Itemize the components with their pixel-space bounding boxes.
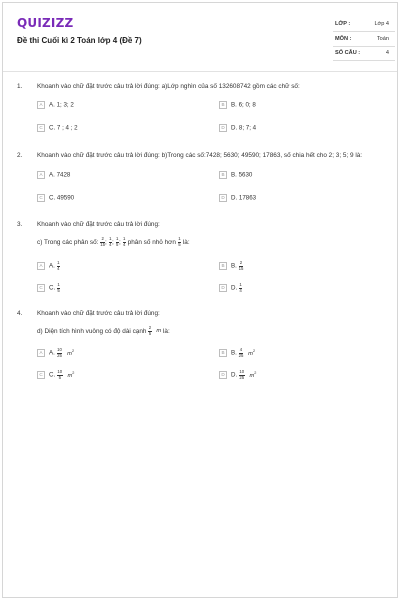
option-fraction: $\frac{10}{5}$: [57, 369, 63, 380]
worksheet-title: Đề thi Cuối kì 2 Toán lớp 4 (Đề 7): [17, 36, 142, 45]
worksheet-header: [3, 3, 397, 72]
option-text: D. 17863: [231, 194, 257, 202]
option-letter-box: C: [37, 284, 45, 292]
worksheet-page: [2, 2, 398, 598]
option-letter-box: C: [37, 124, 45, 132]
option-text: B. 5630: [231, 171, 253, 179]
option-label: B.: [231, 262, 237, 270]
answer-option-d[interactable]: [219, 124, 256, 134]
option-letter-box: A: [37, 101, 45, 109]
fraction: $\frac{1}{5}$: [116, 236, 119, 247]
side-fraction: $\frac{2}{5}$: [148, 325, 152, 336]
answer-option-c[interactable]: [37, 283, 60, 293]
option-letter-box: D: [219, 194, 227, 202]
length-unit: m: [156, 328, 162, 335]
meta-subject-row: [333, 32, 395, 47]
option-label: A.: [49, 262, 55, 270]
answer-option-b[interactable]: [219, 261, 243, 271]
answer-option-b[interactable]: [219, 101, 256, 111]
option-letter-box: B: [219, 171, 227, 179]
question-subtext: c) Trong các phân số: $\frac{2}{15}$ ; $\frac{1}{4}$ ; $\frac{1}{5}$ ; $\frac{1}{4}$ phân số nhỏ hơn $\frac{1}{5}$ là:: [37, 236, 190, 247]
meta-count-row: [333, 46, 395, 61]
area-unit: $m^2$: [67, 349, 75, 358]
answer-option-c[interactable]: [37, 370, 74, 380]
meta-subject-label: MÔN :: [335, 36, 352, 42]
area-unit: $m^2$: [248, 349, 256, 358]
option-text: A. 1; 3; 2: [49, 101, 74, 109]
question-text: Khoanh vào chữ đặt trước câu trả lời đúng:: [37, 221, 160, 228]
option-text: D. 8; 7; 4: [231, 124, 257, 132]
option-fraction: $\frac{1}{4}$: [239, 282, 242, 293]
option-letter-box: A: [37, 171, 45, 179]
option-text: A. 7428: [49, 171, 71, 179]
option-fraction: $\frac{1}{5}$: [57, 282, 60, 293]
answer-option-d[interactable]: [219, 370, 256, 380]
option-letter-box: A: [37, 349, 45, 357]
answer-option-c[interactable]: [37, 124, 78, 134]
option-letter-box: B: [219, 101, 227, 109]
option-text: C. 7 ; 4 ; 2: [49, 124, 78, 132]
question-number: 3.: [17, 221, 23, 228]
option-text: B. 6; 0; 8: [231, 101, 256, 109]
fraction: $\frac{1}{4}$: [109, 236, 112, 247]
answer-option-b[interactable]: [219, 348, 255, 358]
option-letter-box: A: [37, 262, 45, 270]
answer-option-d[interactable]: [219, 283, 242, 293]
option-fraction: $\frac{4}{25}$: [238, 347, 244, 358]
option-label: C.: [49, 284, 56, 292]
option-fraction: $\frac{10}{25}$: [57, 347, 62, 358]
meta-class-label: LỚP :: [335, 21, 351, 27]
option-fraction: $\frac{1}{4}$: [57, 260, 60, 271]
option-letter-box: B: [219, 262, 227, 270]
option-letter-box: D: [219, 284, 227, 292]
question-number: 4.: [17, 310, 23, 317]
quizizz-logo: QUIZIZZ: [17, 16, 74, 30]
question-number: 1.: [17, 83, 23, 90]
option-letter-box: C: [37, 371, 45, 379]
question-subtext: [37, 326, 170, 336]
option-label: B.: [231, 349, 237, 357]
subtext-prefix: d) Diện tích hình vuông có độ dài cạnh: [37, 327, 147, 335]
meta-count-value: 4: [385, 50, 389, 56]
subtext-suffix: là:: [163, 327, 170, 335]
meta-class-value: Lớp 4: [374, 21, 389, 27]
answer-option-a[interactable]: [37, 348, 74, 358]
subtext-prefix: c) Trong các phân số:: [37, 238, 99, 246]
question-text: Khoanh vào chữ đặt trước câu trả lời đúng:: [37, 310, 160, 317]
answer-option-a[interactable]: [37, 171, 70, 181]
option-text: C. 49590: [49, 194, 75, 202]
fraction: $\frac{2}{15}$: [100, 236, 106, 247]
answer-option-a[interactable]: [37, 261, 60, 271]
option-label: D.: [231, 284, 238, 292]
subtext-mid: phân số nhỏ hơn: [127, 238, 176, 246]
area-unit: $m^2$: [67, 371, 75, 380]
option-label: D.: [231, 371, 238, 379]
fraction: $\frac{1}{4}$: [123, 236, 126, 247]
answer-option-a[interactable]: [37, 101, 74, 111]
option-fraction: $\frac{2}{15}$: [238, 260, 244, 271]
option-letter-box: D: [219, 371, 227, 379]
option-letter-box: B: [219, 349, 227, 357]
question-number: 2.: [17, 152, 23, 159]
subtext-suffix: là:: [182, 238, 190, 246]
meta-class-row: [333, 17, 395, 32]
option-label: C.: [49, 371, 56, 379]
option-letter-box: C: [37, 194, 45, 202]
question-text: Khoanh vào chữ đặt trước câu trả lời đúng: b)Trong các số:7428; 5630; 49590; 17863, số chia hết cho 2; 3; 5; 9 là:: [37, 152, 363, 159]
option-fraction: $\frac{10}{25}$: [239, 369, 245, 380]
compare-fraction: $\frac{1}{5}$: [178, 236, 181, 247]
option-label: A.: [49, 349, 55, 357]
meta-count-label: SỐ CÂU :: [335, 50, 361, 56]
answer-option-d[interactable]: [219, 194, 256, 204]
answer-option-b[interactable]: [219, 171, 252, 181]
question-text: Khoanh vào chữ đặt trước câu trả lời đúng: a)Lớp nghìn của số 132608742 gồm các chữ số:: [37, 83, 300, 90]
meta-subject-value: Toán: [376, 36, 389, 42]
area-unit: $m^2$: [249, 371, 257, 380]
answer-option-c[interactable]: [37, 194, 74, 204]
option-letter-box: D: [219, 124, 227, 132]
